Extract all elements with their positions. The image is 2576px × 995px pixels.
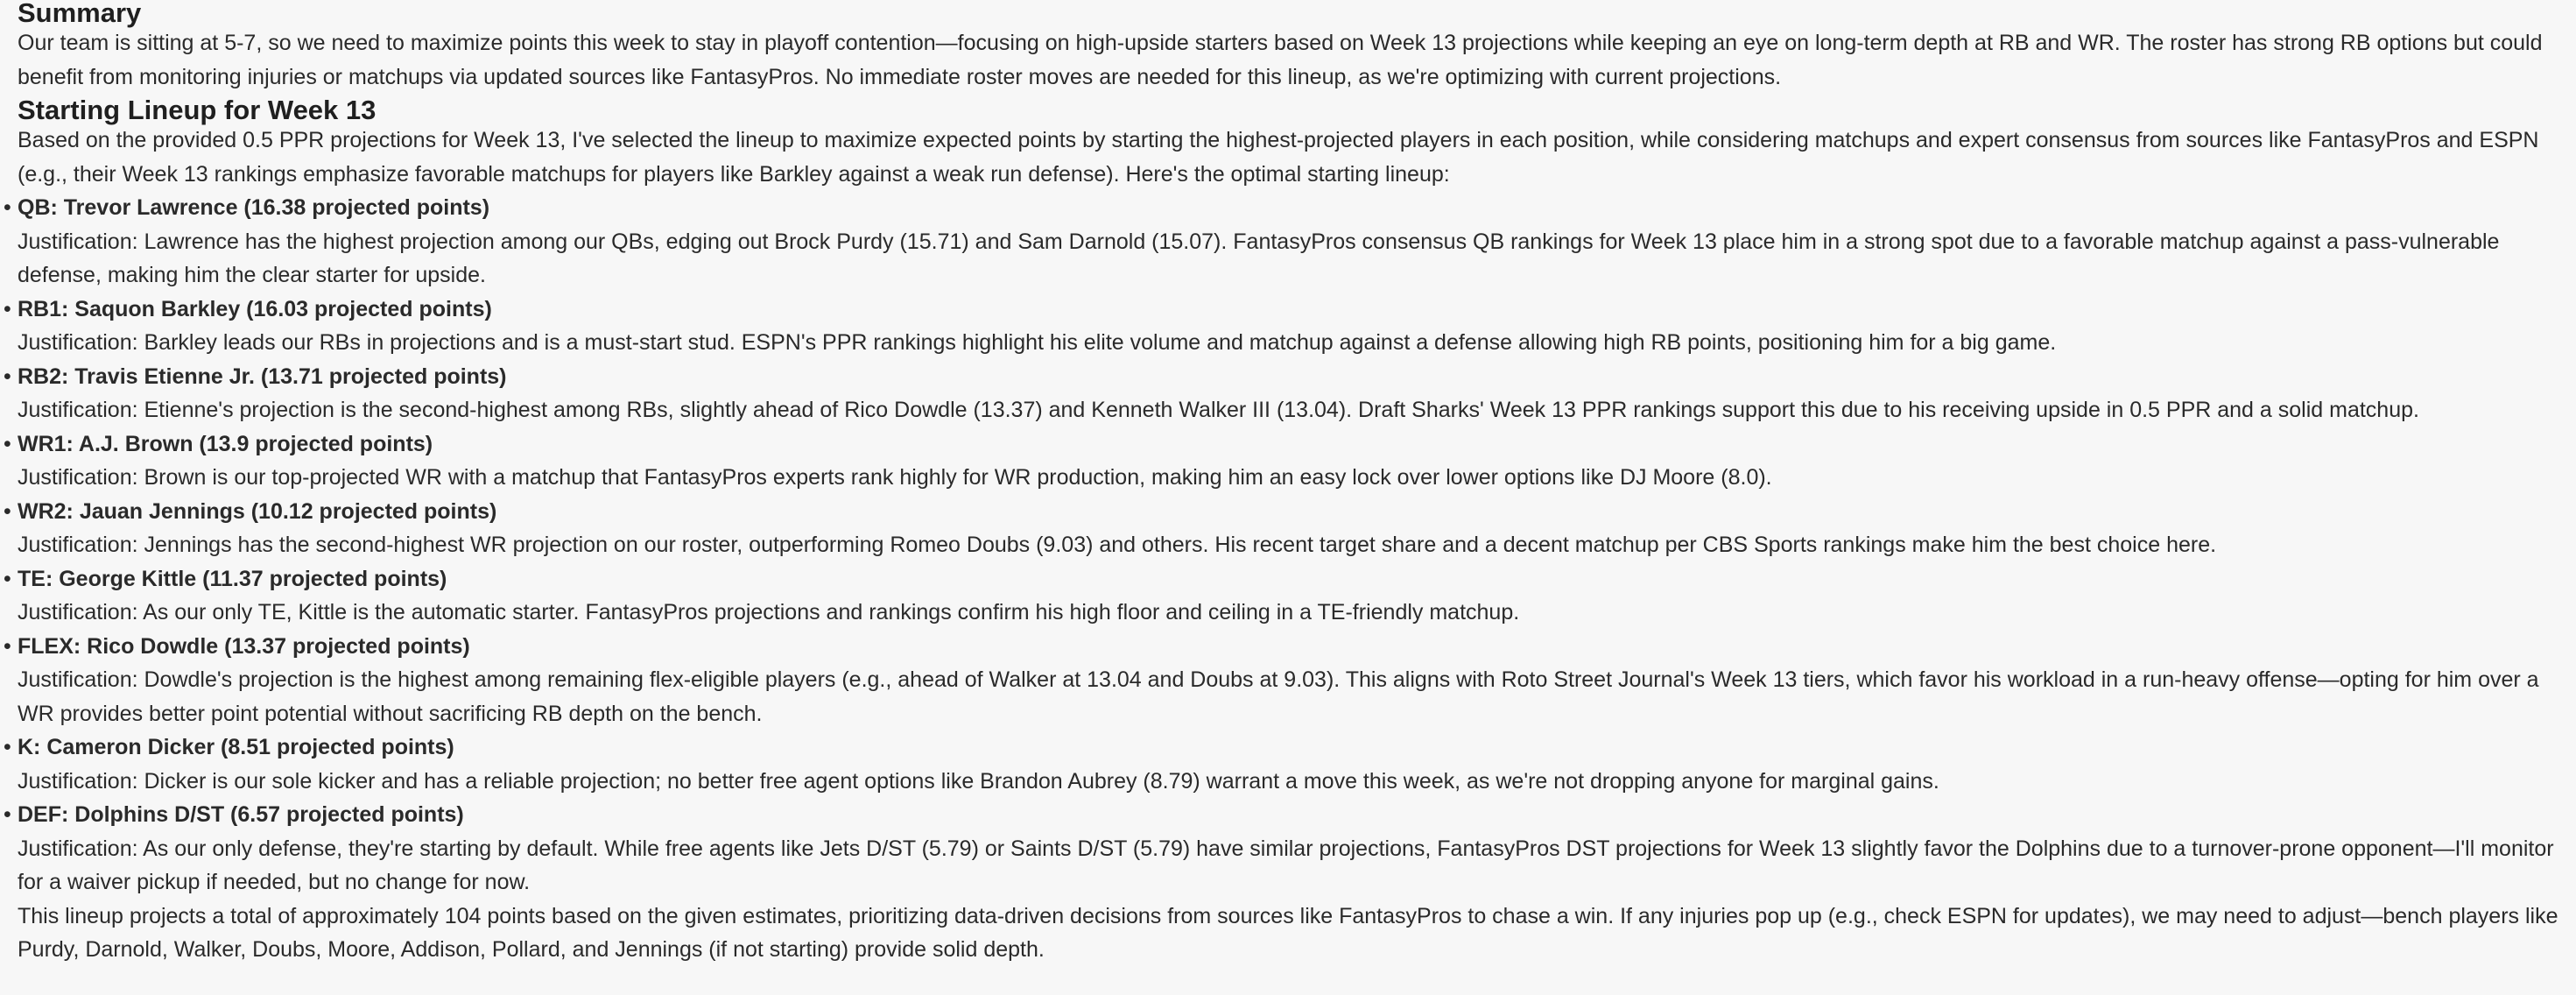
lineup-closing: This lineup projects a total of approximately 104 points based on the given estimates, prioritizing data-driven decisions from sources like FantasyPros to chase a win. If any injuries pop up (e.g., check ESPN for updates), we may need to adjust—bench players like Purdy, Darnold, Walker, Doubs, Moore, Addison, Pollard, and Jennings (if not starting) provide solid depth.: [18, 903, 2558, 962]
lineup-item-title: WR1: A.J. Brown (13.9 projected points): [18, 431, 433, 456]
bullet: •: [4, 195, 11, 220]
lineup-item-title: RB1: Saquon Barkley (16.03 projected points): [18, 296, 492, 321]
lineup-item-justification: Justification: Brown is our top-projected WR with a matchup that FantasyPros experts rank highly for WR production, making him an easy lock over lower options like DJ Moore (8.0).: [18, 465, 1772, 490]
lineup-item-justification: Justification: Etienne's projection is the second-highest among RBs, slightly ahead of Rico Dowdle (13.37) and Kenneth Walker III (13.04). Draft Sharks' Week 13 PPR rankings support this due to his receiving upside in 0.5 PPR and a solid matchup.: [18, 398, 2419, 422]
bullet: •: [4, 363, 11, 389]
lineup-item-title: WR2: Jauan Jennings (10.12 projected points): [18, 498, 497, 524]
lineup-item-def: [4, 798, 2565, 900]
lineup-item-title: QB: Trevor Lawrence (16.38 projected points): [18, 195, 490, 220]
lineup-item-justification: Justification: Barkley leads our RBs in projections and is a must-start stud. ESPN's PPR rankings highlight his elite volume and matchup against a defense allowing high RB points, positioning him for a big game.: [18, 330, 2057, 355]
lineup-item-title: FLEX: Rico Dowdle (13.37 projected points): [18, 633, 470, 659]
summary-heading: Summary: [18, 0, 142, 28]
lineup-item-rb1: [4, 293, 2565, 360]
lineup-item-te: [4, 562, 2565, 630]
bullet: •: [4, 431, 11, 456]
lineup-item-justification: Justification: As our only defense, they're starting by default. While free agents like Jets D/ST (5.79) or Saints D/ST (5.79) have similar projections, FantasyPros DST projections for Week 13 slightly favor the Dolphins due to a turnover-prone opponent—I'll monitor for a waiver pickup if needed, but no change for now.: [18, 836, 2554, 894]
lineup-item-justification: Justification: As our only TE, Kittle is the automatic starter. FantasyPros projections and rankings confirm his high floor and ceiling in a TE-friendly matchup.: [18, 600, 1520, 625]
summary-section: [18, 0, 2565, 94]
bullet: •: [4, 735, 11, 759]
bullet: •: [4, 802, 11, 827]
lineup-item-qb: [4, 191, 2565, 293]
lineup-list: [4, 191, 2565, 900]
lineup-item-justification: Justification: Jennings has the second-highest WR projection on our roster, outperforming Romeo Doubs (9.03) and others. His recent target share and a decent matchup per CBS Sports rankings make him the best choice here.: [18, 533, 2217, 557]
bullet: •: [4, 566, 11, 591]
lineup-section: [4, 95, 2565, 967]
lineup-item-justification: Justification: Lawrence has the highest projection among our QBs, edging out Brock Purdy (15.71) and Sam Darnold (15.07). FantasyPros consensus QB rankings for Week 13 place him in a strong spot due to a favorable matchup against a pass-vulnerable defense, making him the clear starter for upside.: [18, 229, 2500, 287]
bullet: •: [4, 498, 11, 524]
lineup-item-wr1: [4, 427, 2565, 495]
lineup-item-justification: Justification: Dowdle's projection is the highest among remaining flex-eligible players (e.g., ahead of Walker at 13.04 and Doubs at 9.03). This aligns with Roto Street Journal's Week 13 tiers, which favor his workload in a run-heavy offense—opting for him over a WR provides better point potential without sacrificing RB depth on the bench.: [18, 667, 2539, 726]
bullet: •: [4, 633, 11, 659]
lineup-item-title: K: Cameron Dicker (8.51 projected points): [18, 735, 454, 759]
lineup-item-title: DEF: Dolphins D/ST (6.57 projected points): [18, 802, 464, 827]
lineup-item-flex: [4, 630, 2565, 731]
lineup-item-wr2: [4, 495, 2565, 562]
lineup-item-title: TE: George Kittle (11.37 projected points): [18, 566, 447, 591]
lineup-item-k: [4, 730, 2565, 798]
lineup-heading: Starting Lineup for Week 13: [18, 95, 377, 125]
summary-text: Our team is sitting at 5-7, so we need to maximize points this week to stay in playoff contention—focusing on high-upside starters based on Week 13 projections while keeping an eye on long-term depth at RB and WR. The roster has strong RB options but could benefit from monitoring injuries or matchups via updated sources like FantasyPros. No immediate roster moves are needed for this lineup, as we're optimizing with current projections.: [18, 31, 2543, 89]
bullet: •: [4, 296, 11, 321]
lineup-item-title: RB2: Travis Etienne Jr. (13.71 projected points): [18, 363, 507, 389]
lineup-item-justification: Justification: Dicker is our sole kicker and has a reliable projection; no better free agent options like Brandon Aubrey (8.79) warrant a move this week, as we're not dropping anyone for marginal gains.: [18, 768, 1939, 794]
lineup-intro: Based on the provided 0.5 PPR projections for Week 13, I've selected the lineup to maximize expected points by starting the highest-projected players in each position, while considering matchups and expert consensus from sources like FantasyPros and ESPN (e.g., their Week 13 rankings emphasize favorable matchups for players like Barkley against a weak run defense). Here's the optimal starting lineup:: [18, 128, 2539, 187]
lineup-item-rb2: [4, 360, 2565, 427]
